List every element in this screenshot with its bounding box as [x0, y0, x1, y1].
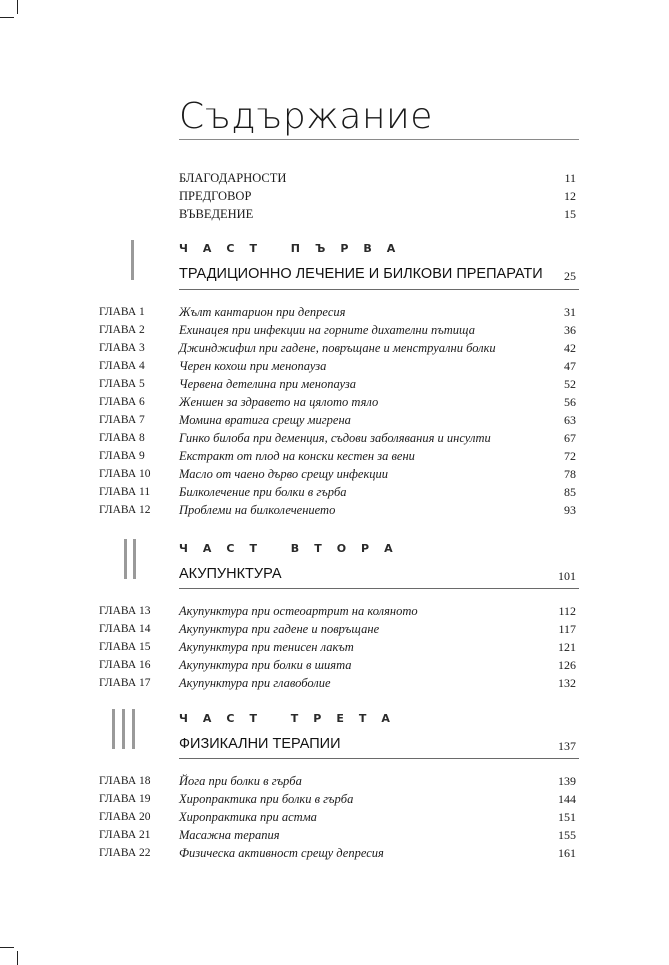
entry-page: 12: [564, 189, 576, 203]
chapter-title: Масло от чаено дърво срещу инфекции: [179, 467, 389, 481]
part-numeral-bar: [112, 709, 115, 749]
chapter-title: Масажна терапия: [179, 828, 280, 842]
chapter-title: Йога при болки в гърба: [179, 774, 302, 788]
chapter-page: 85: [564, 485, 576, 499]
chapter-label: ГЛАВА 4: [99, 360, 145, 372]
part-rule: [179, 588, 579, 589]
part-page: 25: [564, 269, 576, 283]
chapter-row[interactable]: [99, 638, 576, 656]
chapter-label: ГЛАВА 12: [99, 504, 151, 516]
chapter-row[interactable]: [99, 465, 576, 483]
entry-page: 11: [564, 171, 576, 185]
chapter-label: ГЛАВА 8: [99, 432, 145, 444]
part-numeral-bar: [131, 240, 134, 280]
chapter-label: ГЛАВА 7: [99, 414, 145, 426]
chapter-title: Акупунктура при тенисен лакът: [179, 640, 354, 654]
part-rule: [179, 758, 579, 759]
chapter-label: ГЛАВА 22: [99, 847, 151, 859]
chapter-row[interactable]: [99, 447, 576, 465]
chapter-page: 112: [558, 604, 576, 618]
entry-title: БЛАГОДАРНОСТИ: [179, 171, 287, 185]
chapter-page: 63: [564, 413, 576, 427]
chapter-row[interactable]: [99, 826, 576, 844]
chapter-label: ГЛАВА 17: [99, 677, 151, 689]
chapter-page: 31: [564, 305, 576, 319]
part-numeral-bar: [133, 539, 136, 579]
chapter-label: ГЛАВА 1: [99, 306, 145, 318]
chapter-row[interactable]: [99, 483, 576, 501]
chapter-title: Жълт кантарион при депресия: [179, 305, 346, 319]
chapter-label: ГЛАВА 15: [99, 641, 151, 653]
part-page: 137: [558, 739, 576, 753]
part-numeral-bar: [124, 539, 127, 579]
part-label: ЧАСТ ВТОРА: [179, 542, 408, 555]
chapter-page: 47: [564, 359, 576, 373]
chapter-title: Хиропрактика при болки в гърба: [179, 792, 354, 806]
part-numeral-bar: [122, 709, 125, 749]
chapter-label: ГЛАВА 9: [99, 450, 145, 462]
chapter-label: ГЛАВА 13: [99, 605, 151, 617]
chapter-label: ГЛАВА 6: [99, 396, 145, 408]
chapter-page: 155: [558, 828, 576, 842]
chapter-title: Екстракт от плод на конски кестен за вени: [179, 449, 415, 463]
chapter-title: Момина вратига срещу мигрена: [179, 413, 351, 427]
crop-mark-top-left-horizontal: [0, 17, 14, 18]
chapter-title: Физическа активност срещу депресия: [179, 846, 384, 860]
chapter-row[interactable]: [99, 790, 576, 808]
chapter-row[interactable]: [99, 602, 576, 620]
chapter-page: 126: [558, 658, 576, 672]
chapter-label: ГЛАВА 3: [99, 342, 145, 354]
chapter-title: Акупунктура при остеоартрит на коляното: [179, 604, 418, 618]
crop-mark-bottom-left-horizontal: [0, 947, 14, 948]
chapter-page: 52: [564, 377, 576, 391]
chapter-row[interactable]: [99, 808, 576, 826]
chapter-label: ГЛАВА 19: [99, 793, 151, 805]
chapter-page: 72: [564, 449, 576, 463]
crop-mark-bottom-left-vertical: [17, 951, 18, 965]
chapter-page: 121: [558, 640, 576, 654]
entry-page: 15: [564, 207, 576, 221]
chapter-page: 67: [564, 431, 576, 445]
chapter-title: Акупунктура при главоболие: [179, 676, 331, 690]
part-title[interactable]: ТРАДИЦИОННО ЛЕЧЕНИЕ И БИЛКОВИ ПРЕПАРАТИ: [179, 266, 543, 282]
chapter-row[interactable]: [99, 674, 576, 692]
chapter-label: ГЛАВА 18: [99, 775, 151, 787]
chapter-row[interactable]: [99, 375, 576, 393]
chapter-title: Гинко билоба при деменция, съдови заболявания и инсулти: [179, 431, 491, 445]
chapter-row[interactable]: [99, 844, 576, 862]
chapter-title: Джинджифил при гадене, повръщане и менструални болки: [179, 341, 496, 355]
page-title: Съдържание: [179, 96, 433, 137]
chapter-title: Билколечение при болки в гърба: [179, 485, 347, 499]
chapter-page: 132: [558, 676, 576, 690]
chapter-row[interactable]: [99, 429, 576, 447]
toc-entry-introduction[interactable]: [179, 205, 576, 223]
chapter-label: ГЛАВА 21: [99, 829, 151, 841]
part-numeral-bar: [132, 709, 135, 749]
chapter-row[interactable]: [99, 357, 576, 375]
chapter-title: Ехинацея при инфекции на горните дихателни пътища: [179, 323, 476, 337]
crop-mark-top-left-vertical: [17, 0, 18, 14]
chapter-title: Червена детелина при менопауза: [179, 377, 357, 391]
part-title[interactable]: АКУПУНКТУРА: [179, 566, 282, 582]
chapter-page: 139: [558, 774, 576, 788]
chapter-page: 144: [558, 792, 576, 806]
chapter-page: 117: [558, 622, 576, 636]
chapter-row[interactable]: [99, 339, 576, 357]
chapter-title: Женшен за здравето на цялото тяло: [179, 395, 379, 409]
part-label: ЧАСТ ТРЕТА: [179, 712, 405, 725]
chapter-page: 78: [564, 467, 576, 481]
chapter-row[interactable]: [99, 411, 576, 429]
entry-title: ВЪВЕДЕНИЕ: [179, 207, 254, 221]
chapter-label: ГЛАВА 5: [99, 378, 145, 390]
chapter-title: Черен кохош при менопауза: [179, 359, 327, 373]
chapter-row[interactable]: [99, 620, 576, 638]
chapter-row[interactable]: [99, 393, 576, 411]
part-label: ЧАСТ ПЪРВА: [179, 242, 411, 255]
chapter-row[interactable]: [99, 303, 576, 321]
chapter-page: 42: [564, 341, 576, 355]
chapter-title: Проблеми на билколечението: [179, 503, 336, 517]
part-title[interactable]: ФИЗИКАЛНИ ТЕРАПИИ: [179, 736, 341, 752]
chapter-label: ГЛАВА 16: [99, 659, 151, 671]
chapter-label: ГЛАВА 2: [99, 324, 145, 336]
chapter-title: Акупунктура при болки в шията: [179, 658, 352, 672]
chapter-label: ГЛАВА 11: [99, 486, 151, 498]
chapter-page: 36: [564, 323, 576, 337]
chapter-page: 56: [564, 395, 576, 409]
chapter-title: Хиропрактика при астма: [179, 810, 317, 824]
chapter-page: 161: [558, 846, 576, 860]
toc-entry-foreword[interactable]: [179, 187, 576, 205]
part-page: 101: [558, 569, 576, 583]
chapter-page: 151: [558, 810, 576, 824]
chapter-page: 93: [564, 503, 576, 517]
chapter-label: ГЛАВА 14: [99, 623, 151, 635]
chapter-row[interactable]: [99, 772, 576, 790]
title-rule: [179, 139, 579, 140]
toc-entry-acknowledgements[interactable]: [179, 169, 576, 187]
chapter-row[interactable]: [99, 501, 576, 519]
part-rule: [179, 289, 579, 290]
chapter-label: ГЛАВА 20: [99, 811, 151, 823]
entry-title: ПРЕДГОВОР: [179, 189, 252, 203]
chapter-label: ГЛАВА 10: [99, 468, 151, 480]
chapter-row[interactable]: [99, 656, 576, 674]
chapter-title: Акупунктура при гадене и повръщане: [179, 622, 380, 636]
chapter-row[interactable]: [99, 321, 576, 339]
